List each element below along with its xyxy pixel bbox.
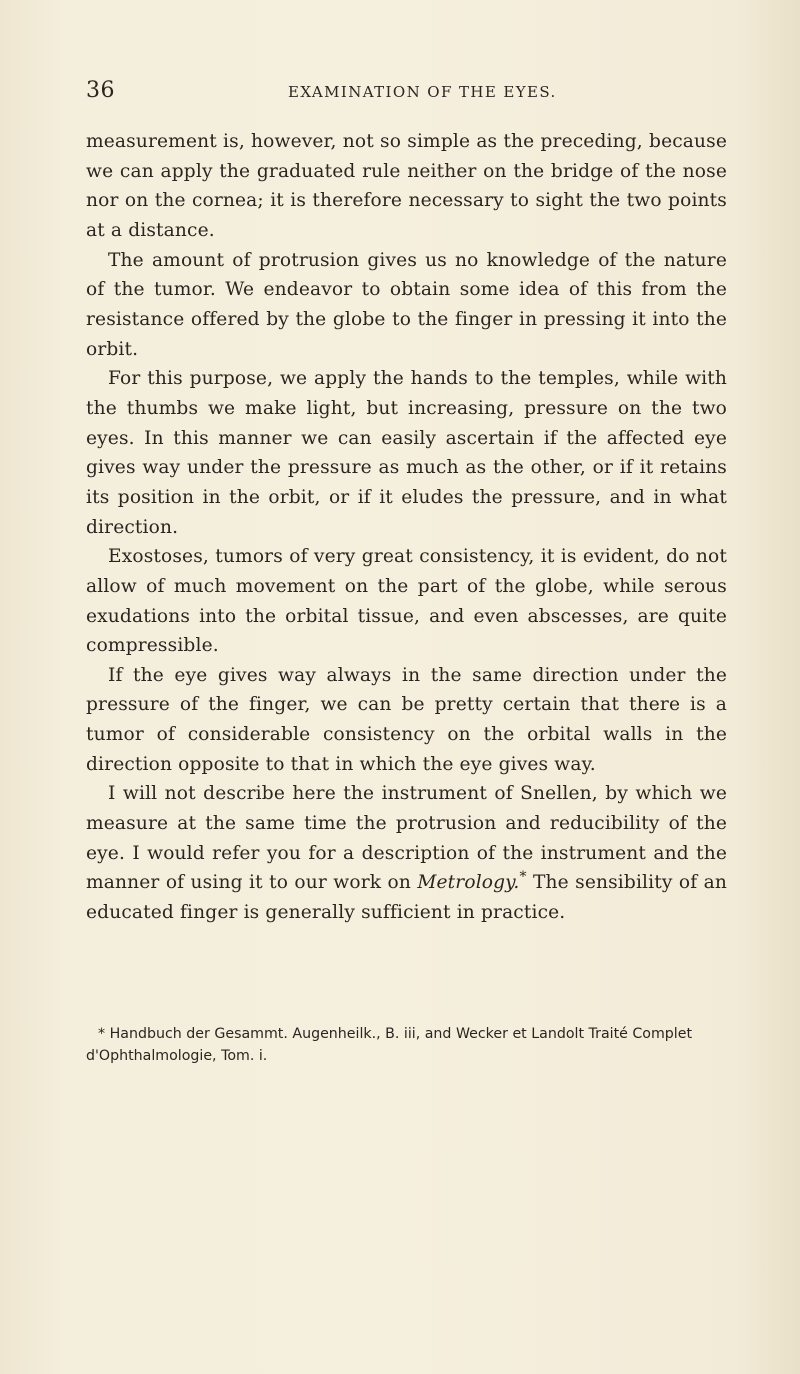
- running-head: EXAMINATION OF THE EYES.: [288, 83, 557, 101]
- footnote-reference: *: [519, 869, 527, 886]
- paragraph-text: I will not describe here the instrument of Snellen, by which we measure at the same time the protrusion and reducibility of the eye. I would refer you for a description of the instrument and the manner of using it to our work on: [86, 783, 727, 894]
- body-text: [86, 127, 727, 928]
- paragraph: Exostoses, tumors of very great consistency, it is evident, do not allow of much movement on the part of the globe, while serous exudations into the orbital tissue, and even abscesses, are quite compressible.: [86, 546, 727, 657]
- italic-title: Metrology.: [417, 872, 520, 894]
- paragraph: The amount of protrusion gives us no knowledge of the nature of the tumor. We endeavor to obtain some idea of this from the resistance offered by the globe to the finger in pressing it into the orbit.: [86, 249, 727, 360]
- paragraph: For this purpose, we apply the hands to the temples, while with the thumbs we make light, but increasing, pressure on the two eyes. In this manner we can easily ascertain if the affected eye gives way under the pressure as much as the other, or if it retains its position in the orbit, or if it eludes the pressure, and in what direction.: [86, 368, 727, 538]
- page-number: 36: [86, 78, 115, 103]
- paragraph: If the eye gives way always in the same direction under the pressure of the finger, we can be pretty certain that there is a tumor of considerable consistency on the orbital walls in the direction opposite to that in which the eye gives way.: [86, 664, 727, 775]
- paragraph: [86, 779, 727, 927]
- paragraph: measurement is, however, not so simple as the preceding, because we can apply the graduated rule neither on the bridge of the nose nor on the cornea; it is therefore necessary to sight the two points at a distance.: [86, 131, 727, 241]
- paragraph-text: The sensibility of an educated finger is generally sufficient in practice.: [86, 872, 727, 924]
- footnote: [86, 1023, 727, 1067]
- footnote-text: * Handbuch der Gesammt. Augenheilk., B. iii, and Wecker et Landolt Traité Complet d'Ophthalmologie, Tom. i.: [86, 1026, 693, 1064]
- page-header: [86, 78, 726, 112]
